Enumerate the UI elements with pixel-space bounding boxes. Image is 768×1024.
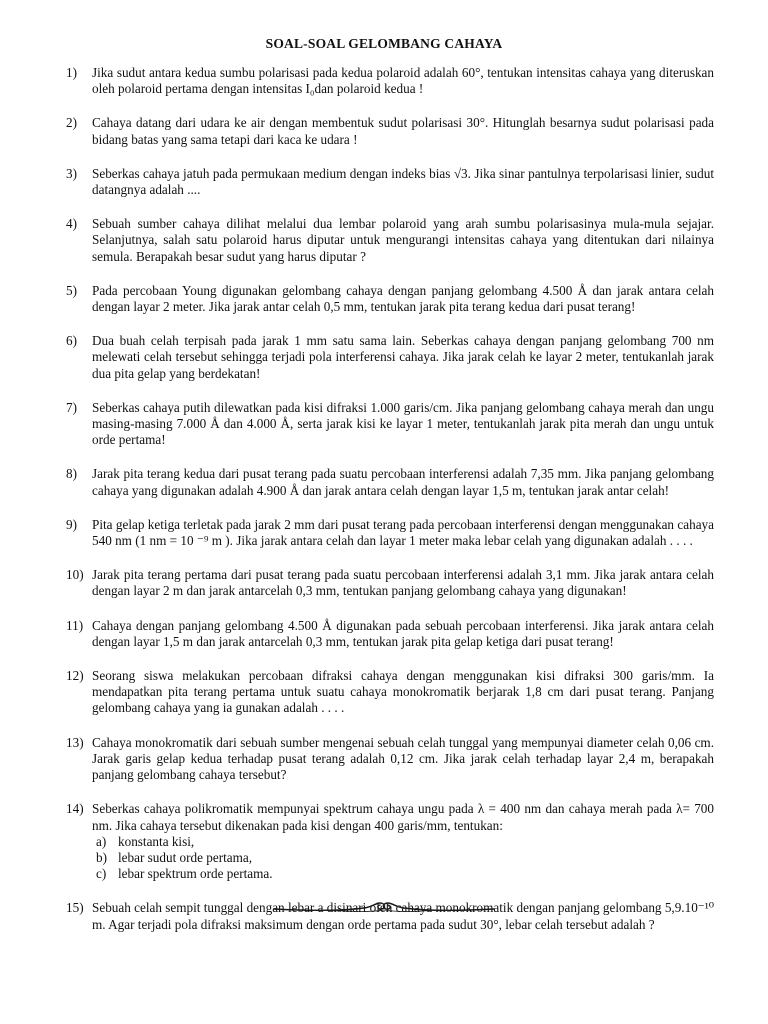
question-item (66, 216, 714, 265)
page-title: SOAL-SOAL GELOMBANG CAHAYA (265, 36, 503, 51)
question-number: 11) (66, 617, 84, 633)
question-number: 7) (66, 399, 77, 415)
sub-item-label: c) (96, 866, 107, 882)
question-number: 2) (66, 115, 77, 131)
question-number: 14) (66, 801, 84, 817)
question-item (66, 735, 714, 784)
question-item (66, 801, 714, 882)
question-number: 3) (66, 165, 77, 181)
question-item (66, 283, 714, 315)
question-number: 13) (66, 734, 84, 750)
question-text: Seberkas cahaya jatuh pada permukaan medium dengan indeks bias √3. Jika sinar pantulnya terpolarisasi linier, sudut datangnya adalah .... (92, 165, 714, 198)
question-text: Sebuah sumber cahaya dilihat melalui dua lembar polaroid yang arah sumbu polarisasinya mula-mula sejajar. Selanjutnya, salah satu polaroid harus diputar untuk mengurangi intensitas cahaya yang ditentukan dari nilainya semula. Berapakah besar sudut yang harus diputar ? (92, 216, 714, 264)
question-text: Seorang siswa melakukan percobaan difraksi cahaya dengan menggunakan kisi difraksi 300 garis/mm. Ia mendapatkan pita terang pertama untuk suatu cahaya monokromatik berjarak 1,8 cm dari pusat terang. Panjang gelombang cahaya yang ia gunakan adalah . . . . (92, 668, 714, 716)
question-number: 4) (66, 216, 77, 232)
question-text: Cahaya dengan panjang gelombang 4.500 Å digunakan pada sebuah percobaan interferensi. Jika jarak antara celah dengan layar 1,5 m dan jarak antarcelah 0,3 mm, tentukan jarak pita gelap ketiga dari pusat terang! (92, 617, 714, 649)
question-number: 12) (66, 668, 84, 684)
flourish-divider-icon (272, 896, 496, 920)
sub-item (92, 850, 714, 866)
question-text: Jarak pita terang pertama dari pusat terang pada suatu percobaan interferensi adalah 3,1 mm. Jika jarak antara celah dengan layar 2 m dan jarak antarcelah 0,3 mm, tentukan panjang gelombang cahaya yang digunakan! (92, 567, 714, 599)
question-item (66, 567, 714, 599)
question-text: Pita gelap ketiga terletak pada jarak 2 mm dari pusat terang pada percobaan interferensi dengan menggunakan cahaya 540 nm (1 nm = 10 ⁻⁹ m ). Jika jarak antara celah dan layar 1 meter maka lebar celah yang digunakan adalah . . . . (92, 516, 714, 549)
question-text: Cahaya monokromatik dari sebuah sumber mengenai sebuah celah tunggal yang mempunyai diameter celah 0,06 cm. Jarak garis gelap kedua terhadap pusat terang adalah 0,12 cm. Jika jarak celah terhadap layar 2,4 m, berapakah panjang gelombang cahaya tersebut? (92, 734, 714, 783)
question-text: Seberkas cahaya putih dilewatkan pada kisi difraksi 1.000 garis/cm. Jika panjang gelombang cahaya merah dan ungu masing-masing 7.000 Å dan 4.000 Å, serta jarak kisi ke layar 1 meter, tentukanlah jarak pita merah dan ungu untuk orde pertama! (92, 399, 714, 448)
question-number: 9) (66, 516, 77, 532)
sub-item-label: a) (96, 833, 107, 849)
sub-item-label: b) (96, 849, 107, 865)
question-item (66, 668, 714, 717)
question-body (92, 801, 714, 882)
question-number: 1) (66, 65, 77, 80)
sub-item-text: lebar sudut orde pertama, (118, 849, 253, 865)
question-text: Jarak pita terang kedua dari pusat terang pada suatu percobaan interferensi adalah 7,35 mm. Jika panjang gelombang cahaya yang digunakan adalah 4.900 Å dan jarak antara celah dengan layar 1,5 m, tentukan jarak antar celah! (92, 466, 714, 498)
question-text: Pada percobaan Young digunakan gelombang cahaya dengan panjang gelombang 4.500 Å dan jarak antara celah dengan layar 2 meter. Jika jarak antar celah 0,5 mm, tentukan jarak pita terang kedua dari pusat terang! (92, 282, 714, 315)
question-text: Jika sudut antara kedua sumbu polarisasi pada kedua polaroid adalah 60°, tentukan intensitas cahaya yang diteruskan oleh polaroid pertama dengan intensitas I₀dan polaroid kedua ! (92, 65, 714, 97)
question-text: Dua buah celah terpisah pada jarak 1 mm satu sama lain. Seberkas cahaya dengan panjang gelombang 700 nm melewati celah tersebut sehingga terjadi pola interferensi cahaya. Jika jarak celah ke layar 2 meter, tentukanlah jarak dua pita gelap yang berdekatan! (92, 333, 714, 381)
question-item (66, 466, 714, 498)
sub-item (92, 866, 714, 882)
question-text: Cahaya datang dari udara ke air dengan membentuk sudut polarisasi 30°. Hitunglah besarnya sudut polarisasi pada bidang batas yang sama tetapi dari kaca ke udara ! (92, 115, 714, 147)
question-number: 10) (66, 567, 84, 583)
sub-item-text: konstanta kisi, (118, 833, 195, 849)
question-item (66, 333, 714, 382)
sub-item (92, 834, 714, 850)
question-list (66, 65, 714, 951)
question-text: Seberkas cahaya polikromatik mempunyai spektrum cahaya ungu pada λ = 400 nm dan cahaya merah pada λ= 700 nm. Jika cahaya tersebut dikenakan pada kisi dengan 400 garis/mm, tentukan: (92, 801, 714, 833)
question-number: 6) (66, 333, 77, 349)
question-text: Sebuah celah sempit tunggal dengan lebar a disinari oleh cahaya monokromatik dengan panjang gelombang 5,9.10⁻¹⁰ m. Agar terjadi pola difraksi maksimum dengan orde pertama pada sudut 30°, lebar celah tersebut adalah ? (92, 900, 714, 932)
question-item (66, 400, 714, 449)
question-number: 5) (66, 282, 77, 298)
question-item (66, 166, 714, 198)
question-item (66, 517, 714, 549)
question-number: 15) (66, 900, 84, 916)
question-item (66, 65, 714, 97)
sub-item-text: lebar spektrum orde pertama. (118, 866, 273, 882)
question-number: 8) (66, 466, 77, 482)
question-item (66, 115, 714, 147)
question-item (66, 618, 714, 650)
